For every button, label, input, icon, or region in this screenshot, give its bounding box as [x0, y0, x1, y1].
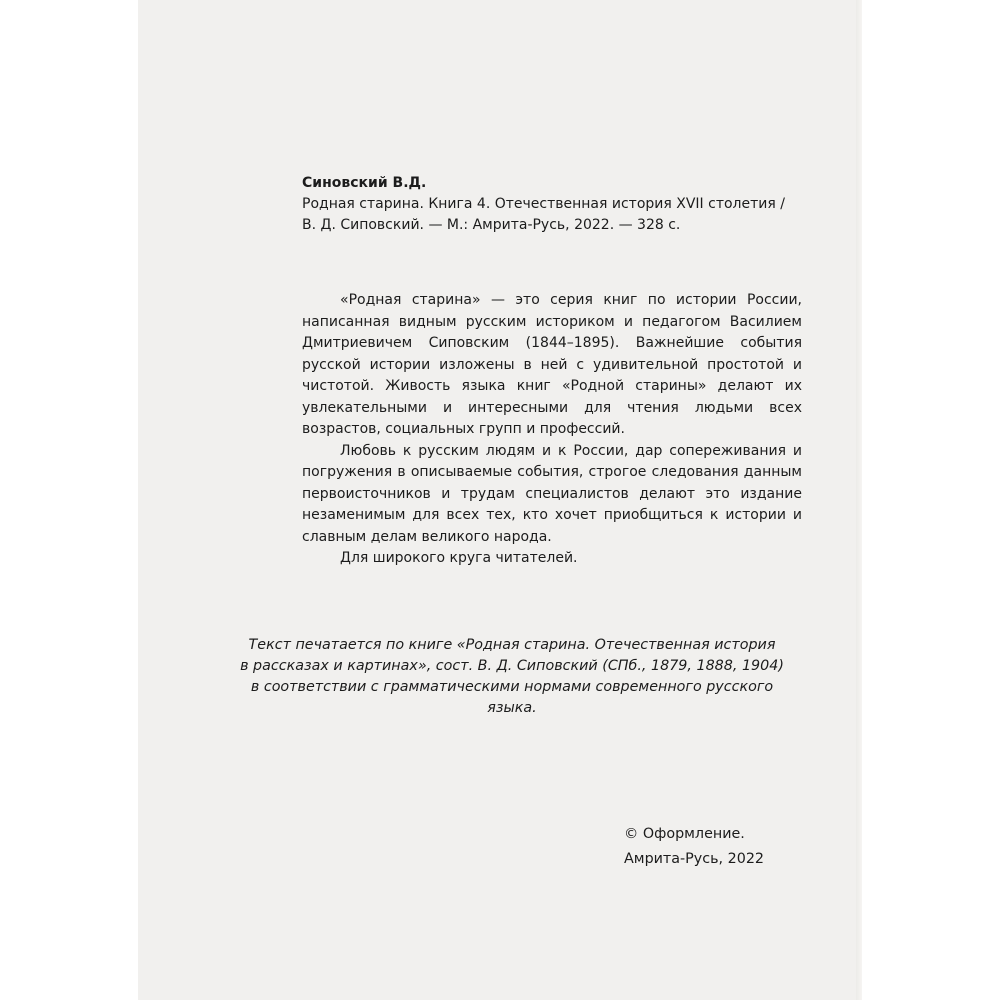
- annotation-paragraph-3: Для широкого круга читателей.: [340, 550, 578, 566]
- annotation: [302, 290, 802, 570]
- source-note-line-1: Текст печатается по книге «Родная старина. Отечественная история: [248, 637, 776, 653]
- bibliographic-entry: [302, 194, 822, 236]
- catalog-record: [302, 173, 822, 236]
- source-note: [228, 635, 796, 719]
- bibliographic-line-2: В. Д. Сиповский. — М.: Амрита-Русь, 2022. — 328 с.: [302, 217, 681, 233]
- source-note-line-2: в рассказах и картинах», сост. В. Д. Сиповский (СПб., 1879, 1888, 1904): [240, 658, 784, 674]
- copyright-notice: [624, 822, 824, 872]
- copyright-line-1: © Оформление.: [624, 826, 745, 842]
- source-note-line-3: в соответствии с грамматическими нормами современного русского языка.: [250, 679, 774, 716]
- annotation-paragraph-1: «Родная старина» — это серия книг по истории России, написанная видным русским историком и педагогом Василием Дмитриевичем Сиповским (1844–1895). Важнейшие события русской истории изложены в ней с удивительной простотой и чистотой. Живость языка книг «Родной старины» делают их увлекательными и интересными для чтения людьми всех возрастов, социальных групп и профессий.: [302, 292, 802, 437]
- annotation-paragraph-2: Любовь к русским людям и к России, дар сопереживания и погружения в описываемые события, строгое следования данным первоисточников и трудам специалистов делают это издание незаменимым для всех тех, кто хочет приобщиться к истории и славным делам великого народа.: [302, 442, 802, 545]
- bibliographic-line-1: Родная старина. Книга 4. Отечественная история XVII столетия /: [302, 196, 785, 212]
- author-name: Синовский В.Д.: [302, 175, 427, 191]
- book-page: [138, 0, 862, 1000]
- page-edge: [856, 0, 862, 1000]
- copyright-line-2: Амрита-Русь, 2022: [624, 851, 765, 867]
